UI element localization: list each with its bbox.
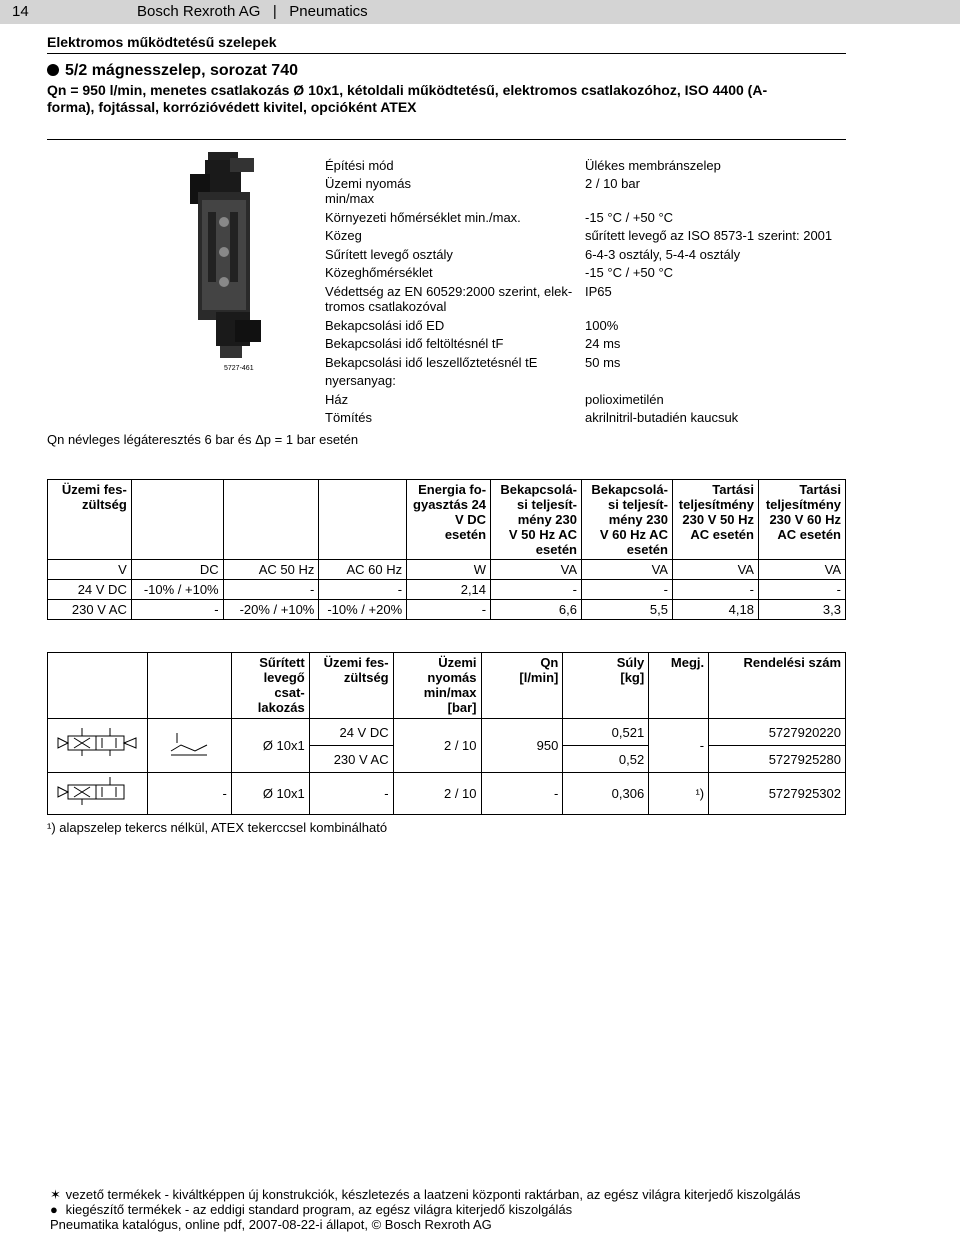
spec-value: IP65 bbox=[585, 284, 612, 299]
photo-caption: Qn névleges légáteresztés 6 bar és Δp = 1 bar esetén bbox=[47, 432, 359, 447]
spec-label: Sűrített levegő osztály bbox=[325, 247, 453, 262]
header-cell: Megj. bbox=[649, 653, 709, 719]
table-cell: - bbox=[223, 580, 319, 600]
unit-cell: DC bbox=[131, 560, 223, 580]
actuation-symbol-cell bbox=[147, 719, 231, 773]
header-cell bbox=[147, 653, 231, 719]
spec-value: 6-4-3 osztály, 5-4-4 osztály bbox=[585, 247, 741, 262]
weight-cell: 0,52 bbox=[563, 746, 649, 773]
spec-label: Környezeti hőmérséklet min./max. bbox=[325, 210, 521, 225]
spec-label: Közeghőmérséklet bbox=[325, 265, 433, 280]
header-cell: Sűrített levegő csat- lakozás bbox=[231, 653, 309, 719]
legend-item bbox=[50, 1187, 801, 1203]
table-cell: - bbox=[131, 600, 223, 620]
table-cell: - bbox=[672, 580, 758, 600]
solenoid-actuation-icon bbox=[167, 729, 211, 759]
table-row bbox=[48, 580, 846, 600]
order-number-cell: 5727925280 bbox=[709, 746, 846, 773]
legend-text: vezető termékek - kiváltképpen új konstrukciók, készletezés a laatzeni központi raktárban, az egész világra kiterjedő kiszolgálás bbox=[65, 1187, 801, 1202]
header-cell: Qn [l/min] bbox=[481, 653, 563, 719]
page-header bbox=[0, 0, 960, 24]
table-row bbox=[48, 600, 846, 620]
table-cell: -10% / +10% bbox=[131, 580, 223, 600]
spec-label: Tömítés bbox=[325, 410, 372, 425]
voltage-cell: 230 V AC bbox=[309, 746, 393, 773]
header-cell: Bekapcsolá- si teljesít- mény 230 V 50 Hz AC esetén bbox=[491, 480, 582, 560]
spec-value: polioximetilén bbox=[585, 392, 664, 407]
header-cell bbox=[319, 480, 407, 560]
header-cell bbox=[131, 480, 223, 560]
note-cell: ¹) bbox=[649, 773, 709, 815]
header-cell: Bekapcsolá- si teljesít- mény 230 V 60 Hz AC esetén bbox=[582, 480, 673, 560]
unit-cell: AC 60 Hz bbox=[319, 560, 407, 580]
spec-label: Védettség az EN 60529:2000 szerint, elek- tromos csatlakozóval bbox=[325, 284, 573, 314]
order-number-cell: 5727920220 bbox=[709, 719, 846, 746]
table-row bbox=[48, 719, 846, 746]
spec-value: 50 ms bbox=[585, 355, 621, 370]
table-cell: - bbox=[582, 580, 673, 600]
table-cell: 2,14 bbox=[407, 580, 491, 600]
valve-5-2-symbol-icon bbox=[54, 775, 140, 809]
legend-item bbox=[50, 1202, 572, 1217]
spec-value: 2 / 10 bar bbox=[585, 176, 640, 191]
divider bbox=[47, 53, 846, 54]
spec-label: Ház bbox=[325, 392, 349, 407]
spec-label: nyersanyag: bbox=[325, 373, 396, 388]
header-cell: Energia fo- gyasztás 24 V DC esetén bbox=[407, 480, 491, 560]
voltage-cell: 24 V DC bbox=[309, 719, 393, 746]
order-table bbox=[47, 652, 846, 815]
header-cell: Súly [kg] bbox=[563, 653, 649, 719]
header-cell: Üzemi fes- zültség bbox=[48, 480, 132, 560]
note-cell: - bbox=[649, 719, 709, 773]
pressure-cell: 2 / 10 bbox=[393, 719, 481, 773]
table-cell: 5,5 bbox=[582, 600, 673, 620]
valve-symbol-cell bbox=[48, 719, 148, 773]
unit-cell: AC 50 Hz bbox=[223, 560, 319, 580]
weight-cell: 0,306 bbox=[563, 773, 649, 815]
header-cell bbox=[48, 653, 148, 719]
spec-label: Bekapcsolási idő leszellőztetésnél tE bbox=[325, 355, 538, 370]
table-cell: - bbox=[407, 600, 491, 620]
voltage-cell: - bbox=[309, 773, 393, 815]
spec-value: akrilnitril-butadién kaucsuk bbox=[585, 410, 739, 425]
table-cell: 3,3 bbox=[758, 600, 845, 620]
valve-5-2-symbol-icon bbox=[54, 724, 140, 764]
units-row bbox=[48, 560, 846, 580]
unit-cell: VA bbox=[582, 560, 673, 580]
qn-cell: 950 bbox=[481, 719, 563, 773]
port-cell: Ø 10x1 bbox=[231, 773, 309, 815]
table-row bbox=[48, 773, 846, 815]
header-cell: Üzemi nyomás min/max [bar] bbox=[393, 653, 481, 719]
table-cell: 230 V AC bbox=[48, 600, 132, 620]
footnote: ¹) alapszelep tekercs nélkül, ATEX tekerccsel kombinálható bbox=[47, 820, 388, 835]
table-cell: -20% / +10% bbox=[223, 600, 319, 620]
table-cell: - bbox=[319, 580, 407, 600]
header-cell: Tartási teljesítmény 230 V 50 Hz AC esetén bbox=[672, 480, 758, 560]
port-cell: Ø 10x1 bbox=[231, 719, 309, 773]
spec-value: -15 °C / +50 °C bbox=[585, 265, 674, 280]
spec-value: 100% bbox=[585, 318, 619, 333]
spec-value: sűrített levegő az ISO 8573-1 szerint: 2001 bbox=[585, 228, 833, 243]
divider bbox=[47, 139, 846, 140]
unit-cell: W bbox=[407, 560, 491, 580]
unit-cell: V bbox=[48, 560, 132, 580]
page-number: 14 bbox=[12, 3, 29, 20]
star-icon: ✶ bbox=[50, 1187, 61, 1202]
order-number-cell: 5727925302 bbox=[709, 773, 846, 815]
page-footer: Pneumatika katalógus, online pdf, 2007-08-22-i állapot, © Bosch Rexroth AG bbox=[50, 1217, 492, 1232]
section-title: Elektromos működtetésű szelepek bbox=[47, 34, 277, 50]
actuation-cell: - bbox=[147, 773, 231, 815]
product-subtitle: Qn = 950 l/min, menetes csatlakozás Ø 10x1, kétoldali működtetésű, elektromos csatlakozóhoz, ISO 4400 (A-forma), fojtással, korrózióvédett kivitel, opcióként ATEX bbox=[47, 82, 768, 115]
table-header-row bbox=[48, 480, 846, 560]
product-title: 5/2 mágnesszelep, sorozat 740 bbox=[47, 62, 298, 80]
electrical-table bbox=[47, 479, 846, 620]
spec-label: Bekapcsolási idő feltöltésnél tF bbox=[325, 336, 504, 351]
table-cell: 24 V DC bbox=[48, 580, 132, 600]
bullet-icon bbox=[47, 64, 59, 76]
header-cell: Üzemi fes- zültség bbox=[309, 653, 393, 719]
table-cell: - bbox=[758, 580, 845, 600]
table-cell: 4,18 bbox=[672, 600, 758, 620]
header-cell bbox=[223, 480, 319, 560]
header-title: Bosch Rexroth AG | Pneumatics bbox=[137, 3, 368, 20]
spec-label: Közeg bbox=[325, 228, 362, 243]
table-header-row bbox=[48, 653, 846, 719]
unit-cell: VA bbox=[491, 560, 582, 580]
spec-label: Üzemi nyomás min/max bbox=[325, 176, 411, 206]
valve-symbol-cell bbox=[48, 773, 148, 815]
table-cell: -10% / +20% bbox=[319, 600, 407, 620]
spec-label: Bekapcsolási idő ED bbox=[325, 318, 445, 333]
pressure-cell: 2 / 10 bbox=[393, 773, 481, 815]
unit-cell: VA bbox=[672, 560, 758, 580]
spec-value: Ülékes membránszelep bbox=[585, 158, 721, 173]
header-cell: Rendelési szám bbox=[709, 653, 846, 719]
weight-cell: 0,521 bbox=[563, 719, 649, 746]
table-cell: 6,6 bbox=[491, 600, 582, 620]
header-cell: Tartási teljesítmény 230 V 60 Hz AC esetén bbox=[758, 480, 845, 560]
valve-photo bbox=[180, 152, 266, 374]
dot-icon: ● bbox=[50, 1202, 58, 1217]
spec-value: -15 °C / +50 °C bbox=[585, 210, 674, 225]
unit-cell: VA bbox=[758, 560, 845, 580]
table-cell: - bbox=[491, 580, 582, 600]
spec-label: Építési mód bbox=[325, 158, 394, 173]
spec-value: 24 ms bbox=[585, 336, 621, 351]
svg-text:5727-461: 5727-461 bbox=[224, 365, 254, 372]
qn-cell: - bbox=[481, 773, 563, 815]
legend-text: kiegészítő termékek - az eddigi standard program, az egész világra kiterjedő kiszolgálás bbox=[65, 1202, 573, 1217]
